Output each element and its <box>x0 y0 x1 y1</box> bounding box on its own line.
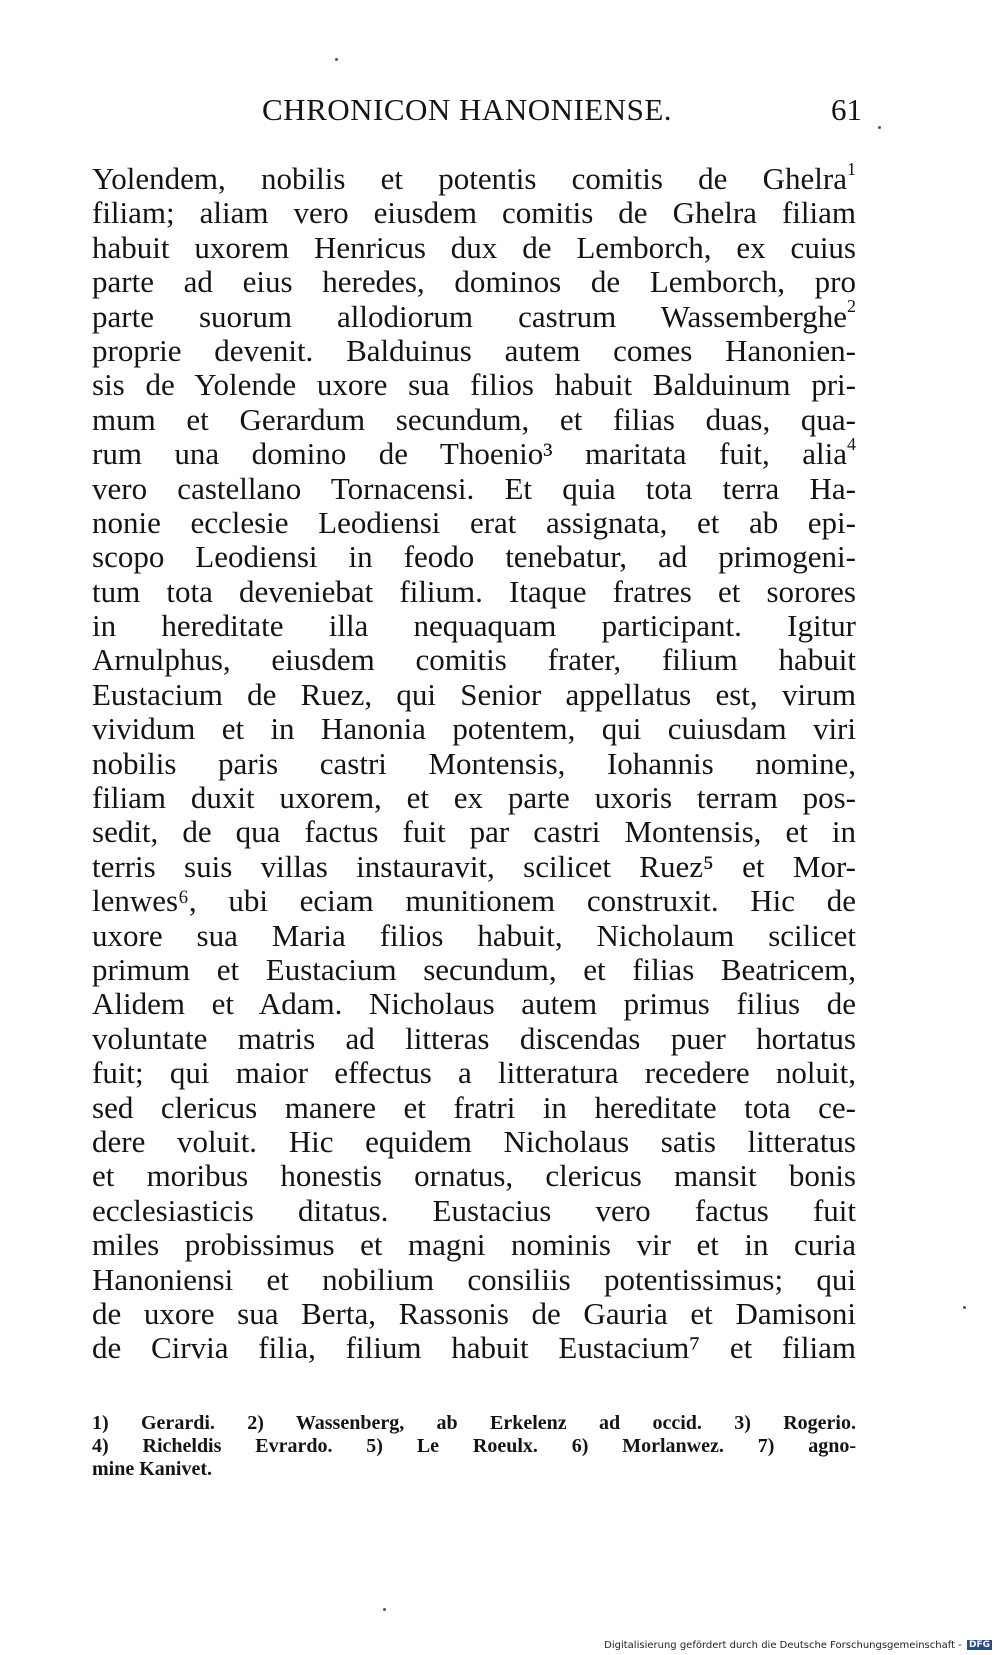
text-line-content: Arnulphus, eiusdem comitis frater, filium habuit <box>92 642 856 678</box>
text-line <box>92 815 856 849</box>
text-line-content: vero castellano Tornacensi. Et quia tota terra Ha- <box>92 470 856 506</box>
text-line <box>92 334 856 368</box>
text-line <box>92 781 856 815</box>
text-line <box>92 1125 856 1159</box>
text-line-content: in hereditate illa nequaquam participant. Igitur <box>92 608 856 644</box>
text-line-content: de uxore sua Berta, Rassonis de Gauria et Damisoni <box>92 1295 856 1331</box>
text-line-content: sedit, de qua factus fuit par castri Montensis, et in <box>92 814 856 850</box>
footnote-marker: 4 <box>847 433 856 454</box>
paper-speck <box>963 1306 966 1309</box>
text-line-content: Hanoniensi et nobilium consiliis potentissimus; qui <box>92 1261 856 1297</box>
text-line-content: rum una domino de Thoenio³ maritata fuit, alia <box>92 436 847 472</box>
text-line <box>92 1263 856 1297</box>
text-line <box>92 296 856 334</box>
text-line-content: de Cirvia filia, filium habuit Eustacium⁷ et filiam <box>92 1330 856 1366</box>
running-title: CHRONICON HANONIENSE. <box>262 92 673 127</box>
text-line-content: ecclesiasticis ditatus. Eustacius vero factus fuit <box>92 1192 856 1228</box>
text-line-content: tum tota deveniebat filium. Itaque fratres et sorores <box>92 573 856 609</box>
footnote-marker: 1 <box>847 158 856 179</box>
text-line <box>92 919 856 953</box>
text-line-content: Yolendem, nobilis et potentis comitis de Ghelra <box>92 161 847 196</box>
text-line <box>92 575 856 609</box>
text-line-content: nobilis paris castri Montensis, Iohannis nomine, <box>92 745 856 781</box>
text-line <box>92 433 856 472</box>
text-line-content: proprie devenit. Balduinus autem comes Hanonien- <box>92 332 856 368</box>
text-line <box>92 1194 856 1228</box>
footnote-line: 4) Richeldis Evrardo. 5) Le Roeulx. 6) Morlanwez. 7) agno- <box>92 1435 856 1457</box>
text-line-content: parte suorum allodiorum castrum Wassemberghe <box>92 298 847 334</box>
page-header <box>262 92 862 132</box>
text-line <box>92 368 856 402</box>
text-line <box>92 712 856 746</box>
text-line <box>92 265 856 299</box>
text-line <box>92 987 856 1021</box>
text-line <box>92 1091 856 1125</box>
text-line-content: scopo Leodiensi in feodo tenebatur, ad primogeni- <box>92 539 856 575</box>
text-line <box>92 747 856 781</box>
text-line-content: lenwes⁶, ubi eciam munitionem construxit. Hic de <box>92 883 856 919</box>
text-line-content: miles probissimus et magni nominis vir et in curia <box>92 1227 856 1263</box>
footnotes <box>92 1412 856 1481</box>
page-number: 61 <box>831 92 862 127</box>
credit-text: Digitalisierung gefördert durch die Deutsche Forschungsgemeinschaft - <box>604 1640 962 1651</box>
text-line-content: nonie ecclesie Leodiensi erat assignata, et ab epi- <box>92 504 856 540</box>
text-line <box>92 953 856 987</box>
text-line <box>92 1228 856 1262</box>
text-line <box>92 403 856 437</box>
text-line <box>92 1297 856 1331</box>
text-line-content: sed clericus manere et fratri in hereditate tota ce- <box>92 1089 856 1125</box>
text-line <box>92 850 856 884</box>
text-line <box>92 1022 856 1056</box>
text-line <box>92 678 856 712</box>
text-line-content: dere voluit. Hic equidem Nicholaus satis litteratus <box>92 1123 856 1159</box>
text-line-content: sis de Yolende uxore sua filios habuit Balduinum pri- <box>92 367 856 403</box>
text-line <box>92 231 856 265</box>
dfg-logo: DFG <box>968 1640 990 1650</box>
footnote-line: 1) Gerardi. 2) Wassenberg, ab Erkelenz ad occid. 3) Rogerio. <box>92 1412 856 1434</box>
text-line-content: vividum et in Hanonia potentem, qui cuiusdam viri <box>92 711 856 747</box>
text-line <box>92 1331 856 1365</box>
body-text <box>92 158 856 1366</box>
footnote-line: mine Kanivet. <box>92 1458 212 1480</box>
text-line <box>92 1159 856 1193</box>
text-line <box>92 506 856 540</box>
text-line <box>92 884 856 918</box>
text-line <box>92 196 856 230</box>
text-line <box>92 609 856 643</box>
text-line-content: terris suis villas instauravit, scilicet Ruez⁵ et Mor- <box>92 848 856 884</box>
text-line-content: Alidem et Adam. Nicholaus autem primus filius de <box>92 986 856 1022</box>
text-line-content: Eustacium de Ruez, qui Senior appellatus est, virum <box>92 676 856 712</box>
paper-speck <box>383 1608 386 1611</box>
text-line-content: uxore sua Maria filios habuit, Nicholaum scilicet <box>92 917 856 953</box>
text-line <box>92 540 856 574</box>
text-line <box>92 643 856 677</box>
text-line-content: habuit uxorem Henricus dux de Lemborch, ex cuius <box>92 229 856 265</box>
text-line <box>92 1056 856 1090</box>
text-line-content: filiam; aliam vero eiusdem comitis de Ghelra filiam <box>92 195 856 231</box>
text-line-content: filiam duxit uxorem, et ex parte uxoris terram pos- <box>92 780 856 816</box>
text-line-content: primum et Eustacium secundum, et filias Beatricem, <box>92 951 856 987</box>
digitization-credit <box>604 1640 992 1651</box>
paper-speck <box>335 58 338 61</box>
paper-speck <box>878 126 881 129</box>
footnote-marker: 2 <box>847 296 856 317</box>
text-line <box>92 158 856 196</box>
text-line-content: mum et Gerardum secundum, et filias duas, qua- <box>92 401 856 437</box>
text-line <box>92 472 856 506</box>
text-line-content: parte ad eius heredes, dominos de Lemborch, pro <box>92 264 856 300</box>
text-line-content: fuit; qui maior effectus a litteratura recedere noluit, <box>92 1055 856 1091</box>
text-line-content: et moribus honestis ornatus, clericus mansit bonis <box>92 1158 856 1194</box>
text-line-content: voluntate matris ad litteras discendas puer hortatus <box>92 1020 856 1056</box>
